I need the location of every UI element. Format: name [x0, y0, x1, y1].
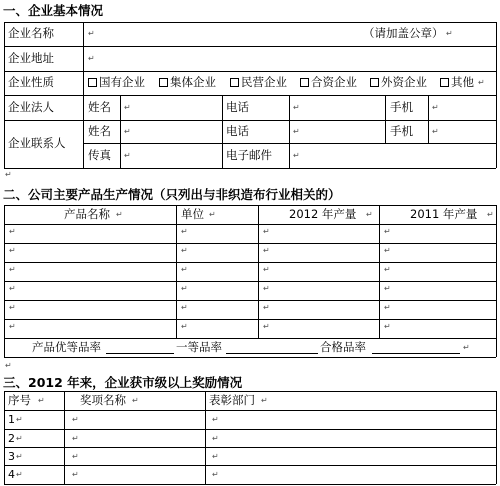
- legal-rep-name-label: 姓名: [88, 100, 111, 114]
- table3-right-border: [496, 391, 497, 484]
- paragraph-mark: ↵: [432, 103, 439, 112]
- table3-col-line: [64, 391, 65, 484]
- paragraph-mark: ↵: [478, 78, 485, 87]
- table1-col-line: [385, 95, 386, 143]
- nature-option-other[interactable]: 其他: [440, 77, 474, 89]
- paragraph-mark: ↵: [446, 29, 453, 38]
- paragraph-mark: ↵: [209, 210, 216, 219]
- col-commending-dept: 表彰部门: [209, 393, 255, 407]
- paragraph-mark: ↵: [384, 227, 391, 236]
- table1-col-line: [222, 95, 223, 168]
- paragraph-mark: ↵: [9, 303, 16, 312]
- checkbox-icon: [159, 78, 168, 87]
- paragraph-mark: ↵: [212, 470, 219, 479]
- row-serial-4: 4: [8, 468, 15, 481]
- table1-col-line: [289, 95, 290, 168]
- row-serial-2: 2: [8, 432, 15, 445]
- section2-heading: 二、公司主要产品生产情况（只列出与非织造布行业相关的）: [3, 187, 341, 202]
- checkbox-icon: [440, 78, 449, 87]
- paragraph-mark: ↵: [384, 322, 391, 331]
- paragraph-mark: ↵: [293, 151, 300, 160]
- table1-left-border: [4, 22, 5, 168]
- table1-col-line: [83, 22, 84, 168]
- table2-col-line: [176, 205, 177, 338]
- table3-row-line: [4, 410, 496, 411]
- contact-phone-label: 电话: [226, 124, 249, 138]
- paragraph-mark: ↵: [181, 322, 188, 331]
- table3-row-line: [4, 447, 496, 448]
- pass-rate-label: 合格品率: [320, 340, 366, 354]
- section3-heading: 三、2012 年来，企业获市级以上奖励情况: [3, 375, 243, 390]
- nature-option-private[interactable]: 民营企业: [230, 77, 287, 89]
- table1-row-line: [4, 46, 496, 47]
- table2-col-line: [379, 205, 380, 338]
- paragraph-mark: ↵: [5, 170, 12, 179]
- paragraph-mark: ↵: [38, 396, 45, 405]
- table2-row-line: [4, 338, 496, 339]
- paragraph-mark: ↵: [463, 343, 470, 352]
- table1-col-line: [120, 95, 121, 168]
- table3-left-border: [4, 391, 5, 484]
- paragraph-mark: ↵: [16, 415, 23, 424]
- seal-note: （请加盖公章）: [363, 26, 444, 40]
- paragraph-mark: ↵: [293, 103, 300, 112]
- paragraph-mark: ↵: [384, 265, 391, 274]
- col-serial: 序号: [8, 393, 31, 407]
- contact-name-label: 姓名: [88, 124, 111, 138]
- table3-row-line: [4, 465, 496, 466]
- paragraph-mark: ↵: [181, 303, 188, 312]
- paragraph-mark: ↵: [124, 127, 131, 136]
- checkbox-icon: [300, 78, 309, 87]
- table1-right-border: [496, 22, 497, 168]
- table2-row-line: [4, 300, 496, 301]
- paragraph-mark: ↵: [261, 396, 268, 405]
- premium-rate-label: 产品优等品率: [32, 340, 101, 354]
- table2-left-border: [4, 205, 5, 357]
- paragraph-mark: ↵: [212, 434, 219, 443]
- table2-row-line: [4, 243, 496, 244]
- col-award-name: 奖项名称: [80, 393, 126, 407]
- col-product-name: 产品名称: [64, 207, 110, 221]
- nature-option-state-owned[interactable]: 国有企业: [88, 77, 145, 89]
- table2-col-line: [258, 205, 259, 338]
- table3-col-line: [205, 391, 206, 484]
- paragraph-mark: ↵: [16, 434, 23, 443]
- nature-option-collective[interactable]: 集体企业: [159, 77, 216, 89]
- contact-mobile-label: 手机: [390, 124, 413, 138]
- paragraph-mark: ↵: [212, 415, 219, 424]
- table1-row-line: [4, 95, 496, 96]
- table2-row-line: [4, 262, 496, 263]
- company-name-label: 企业名称: [8, 26, 54, 40]
- legal-rep-mobile-label: 手机: [390, 100, 413, 114]
- paragraph-mark: ↵: [72, 434, 79, 443]
- paragraph-mark: ↵: [124, 151, 131, 160]
- paragraph-mark: ↵: [88, 54, 95, 63]
- table2-row-line: [4, 319, 496, 320]
- row-serial-3: 3: [8, 450, 15, 463]
- table3-bottom-border: [4, 484, 496, 485]
- row-serial-1: 1: [8, 413, 15, 426]
- paragraph-mark: ↵: [72, 452, 79, 461]
- address-label: 企业地址: [8, 51, 54, 65]
- paragraph-mark: ↵: [72, 415, 79, 424]
- paragraph-mark: ↵: [9, 246, 16, 255]
- col-2012-output: 2012 年产量: [289, 207, 357, 221]
- table1-row-line: [4, 120, 496, 121]
- paragraph-mark: ↵: [263, 284, 270, 293]
- contact-label: 企业联系人: [8, 136, 66, 150]
- table3-row-line: [4, 429, 496, 430]
- section1-heading: 一、企业基本情况: [3, 3, 104, 18]
- paragraph-mark: ↵: [212, 452, 219, 461]
- paragraph-mark: ↵: [5, 361, 12, 370]
- paragraph-mark: ↵: [181, 265, 188, 274]
- table2-right-border: [496, 205, 497, 357]
- checkbox-icon: [370, 78, 379, 87]
- contact-email-label: 电子邮件: [226, 148, 272, 162]
- first-class-rate-blank[interactable]: [226, 353, 318, 354]
- table2-bottom-border: [4, 357, 496, 358]
- table2-row-line: [4, 224, 496, 225]
- table1-top-border: [4, 22, 496, 23]
- table1-row-line: [4, 71, 496, 72]
- col-unit: 单位: [181, 207, 204, 221]
- paragraph-mark: ↵: [9, 284, 16, 293]
- paragraph-mark: ↵: [181, 246, 188, 255]
- paragraph-mark: ↵: [72, 470, 79, 479]
- checkbox-icon: [88, 78, 97, 87]
- paragraph-mark: ↵: [16, 470, 23, 479]
- table1-bottom-border: [4, 168, 496, 169]
- nature-option-joint-venture[interactable]: 合资企业: [300, 77, 357, 89]
- legal-rep-phone-label: 电话: [226, 100, 249, 114]
- paragraph-mark: ↵: [116, 210, 123, 219]
- nature-label: 企业性质: [8, 75, 54, 89]
- paragraph-mark: ↵: [366, 210, 373, 219]
- paragraph-mark: ↵: [124, 103, 131, 112]
- paragraph-mark: ↵: [293, 127, 300, 136]
- nature-option-foreign[interactable]: 外资企业: [370, 77, 427, 89]
- paragraph-mark: ↵: [132, 396, 139, 405]
- paragraph-mark: ↵: [384, 246, 391, 255]
- paragraph-mark: ↵: [263, 265, 270, 274]
- paragraph-mark: ↵: [9, 227, 16, 236]
- paragraph-mark: ↵: [432, 127, 439, 136]
- premium-rate-blank[interactable]: [106, 353, 174, 354]
- legal-rep-label: 企业法人: [8, 100, 54, 114]
- col-2011-output: 2011 年产量: [410, 207, 478, 221]
- paragraph-mark: ↵: [181, 227, 188, 236]
- contact-fax-label: 传真: [88, 148, 111, 162]
- table3-top-border: [4, 391, 496, 392]
- paragraph-mark: ↵: [487, 210, 494, 219]
- paragraph-mark: ↵: [181, 284, 188, 293]
- first-class-rate-label: 一等品率: [176, 340, 222, 354]
- paragraph-mark: ↵: [384, 284, 391, 293]
- table2-row-line: [4, 281, 496, 282]
- table2-top-border: [4, 205, 496, 206]
- pass-rate-blank[interactable]: [372, 353, 460, 354]
- paragraph-mark: ↵: [9, 322, 16, 331]
- paragraph-mark: ↵: [263, 303, 270, 312]
- checkbox-icon: [230, 78, 239, 87]
- paragraph-mark: ↵: [263, 227, 270, 236]
- paragraph-mark: ↵: [263, 246, 270, 255]
- paragraph-mark: ↵: [9, 265, 16, 274]
- paragraph-mark: ↵: [263, 322, 270, 331]
- paragraph-mark: ↵: [16, 452, 23, 461]
- paragraph-mark: ↵: [88, 29, 95, 38]
- paragraph-mark: ↵: [384, 303, 391, 312]
- table1-col-line: [428, 95, 429, 143]
